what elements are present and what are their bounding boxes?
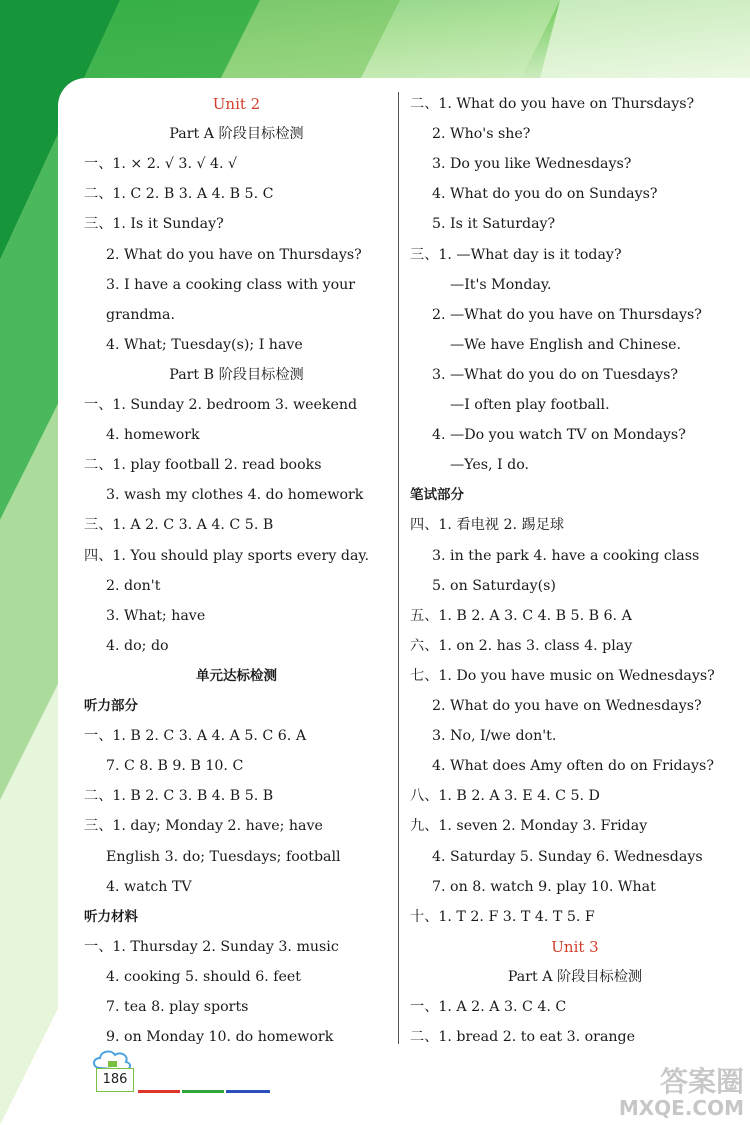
- footer-bar-red: [138, 1090, 180, 1093]
- left-line: 三、1. Is it Sunday?: [84, 216, 224, 233]
- right-line: —I often play football.: [450, 397, 610, 413]
- footer-bar-green: [182, 1090, 224, 1093]
- watermark-logo-text: 答案圈: [659, 1065, 744, 1098]
- right-line: 八、1. B 2. A 3. E 4. C 5. D: [410, 788, 600, 805]
- left-line: 2. don't: [106, 577, 161, 594]
- left-line: 一、1. Thursday 2. Sunday 3. music: [84, 938, 339, 955]
- right-line: 十、1. T 2. F 3. T 4. T 5. F: [410, 908, 595, 925]
- page-number: 186: [96, 1068, 134, 1092]
- left-line: 单元达标检测: [196, 667, 277, 684]
- right-line: 七、1. Do you have music on Wednesdays?: [410, 667, 715, 684]
- right-line: 二、1. What do you have on Thursdays?: [410, 96, 695, 112]
- right-line: Part A 阶段目标检测: [507, 968, 643, 985]
- page-footer: [86, 1046, 286, 1100]
- left-line: grandma.: [106, 306, 175, 323]
- right-line: 四、1. 看电视 2. 踢足球: [410, 517, 565, 534]
- left-line: 听力部分: [84, 698, 138, 714]
- left-line: 4. watch TV: [106, 878, 192, 895]
- right-line: 4. —Do you watch TV on Mondays?: [432, 427, 686, 444]
- left-line: 4. homework: [106, 427, 200, 444]
- right-line: —Yes, I do.: [450, 457, 530, 474]
- left-line: 3. I have a cooking class with your: [106, 276, 356, 293]
- right-line: 2. Who's she?: [432, 126, 531, 143]
- left-line: Part B 阶段目标检测: [169, 366, 304, 383]
- left-line: 2. What do you have on Thursdays?: [106, 246, 362, 263]
- right-line: 2. —What do you have on Thursdays?: [432, 306, 702, 323]
- left-line: 4. do; do: [106, 637, 169, 654]
- left-line: 二、1. B 2. C 3. B 4. B 5. B: [84, 788, 274, 805]
- watermark-url: MXQE.COM: [618, 1096, 744, 1120]
- right-line: 三、1. —What day is it today?: [410, 246, 622, 263]
- right-line: 一、1. A 2. A 3. C 4. C: [410, 999, 567, 1015]
- left-line: 二、1. C 2. B 3. A 4. B 5. C: [84, 186, 274, 203]
- right-line: 九、1. seven 2. Monday 3. Friday: [410, 818, 648, 835]
- right-line: 二、1. bread 2. to eat 3. orange: [410, 1029, 636, 1046]
- right-line: —We have English and Chinese.: [450, 336, 682, 353]
- right-line: 4. What does Amy often do on Fridays?: [432, 758, 714, 775]
- right-line: 5. on Saturday(s): [432, 577, 556, 594]
- left-line: 3. wash my clothes 4. do homework: [106, 487, 364, 504]
- right-line: 笔试部分: [410, 487, 464, 504]
- left-line: Part A 阶段目标检测: [169, 126, 304, 143]
- right-line: 5. Is it Saturday?: [432, 216, 556, 233]
- left-line: 三、1. A 2. C 3. A 4. C 5. B: [84, 517, 274, 534]
- watermark: [619, 1067, 744, 1119]
- left-line: 4. What; Tuesday(s); I have: [106, 336, 303, 353]
- right-line: —It's Monday.: [450, 276, 552, 293]
- right-line: 五、1. B 2. A 3. C 4. B 5. B 6. A: [410, 607, 632, 624]
- right-line: 3. No, I/we don't.: [432, 728, 557, 745]
- right-line: 2. What do you have on Wednesdays?: [432, 698, 702, 714]
- left-line: Unit 2: [212, 95, 261, 113]
- left-line: 二、1. play football 2. read books: [84, 457, 322, 474]
- right-line: 3. in the park 4. have a cooking class: [432, 547, 700, 564]
- left-line: 4. cooking 5. should 6. feet: [106, 968, 302, 985]
- right-line: 3. Do you like Wednesdays?: [432, 156, 632, 173]
- right-line: Unit 3: [551, 937, 599, 956]
- left-line: 7. C 8. B 9. B 10. C: [106, 758, 244, 775]
- left-line: 听力材料: [84, 908, 138, 925]
- left-line: English 3. do; Tuesdays; football: [106, 848, 341, 865]
- left-line: 9. on Monday 10. do homework: [106, 1029, 334, 1046]
- left-line: 一、1. × 2. √ 3. √ 4. √: [84, 156, 238, 173]
- right-line: 4. Saturday 5. Sunday 6. Wednesdays: [432, 848, 703, 865]
- left-line: 一、1. Sunday 2. bedroom 3. weekend: [84, 397, 358, 413]
- right-line: 3. —What do you do on Tuesdays?: [432, 366, 679, 383]
- right-line: 4. What do you do on Sundays?: [432, 186, 658, 203]
- column-divider: [398, 92, 399, 1044]
- right-line: 六、1. on 2. has 3. class 4. play: [410, 637, 633, 654]
- left-line: 7. tea 8. play sports: [106, 999, 249, 1015]
- left-line: 三、1. day; Monday 2. have; have: [84, 818, 323, 835]
- right-line: 7. on 8. watch 9. play 10. What: [432, 878, 656, 895]
- left-line: 3. What; have: [106, 607, 206, 624]
- footer-bar-blue: [226, 1090, 270, 1093]
- left-line: 四、1. You should play sports every day.: [84, 547, 370, 564]
- left-line: 一、1. B 2. C 3. A 4. A 5. C 6. A: [84, 728, 307, 745]
